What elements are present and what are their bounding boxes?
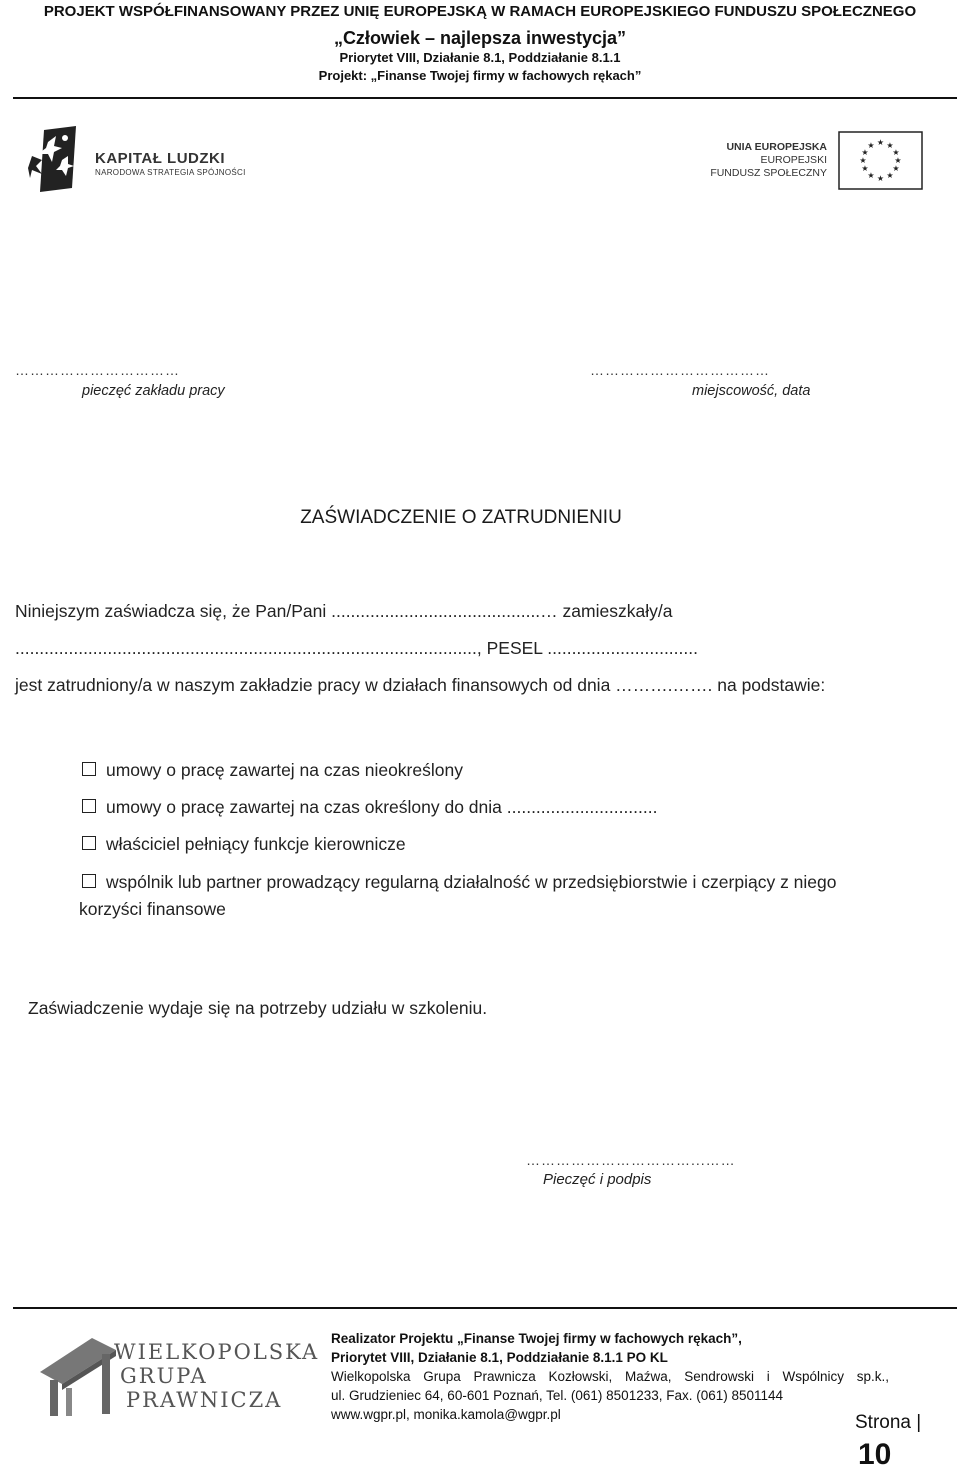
body-line-1: Niniejszym zaświadcza się, że Pan/Pani ...........................................… zamieszkały/a [15, 601, 673, 621]
svg-text:★: ★ [892, 148, 900, 157]
option-partner [82, 872, 837, 893]
wielkopolska-grupa-prawnicza-logo [36, 1332, 320, 1422]
stamp-dots: …………………………… [15, 362, 180, 378]
kapital-ludzki-emblem-icon [28, 126, 88, 194]
option-partner-label: wspólnik lub partner prowadzący regularną działalność w przedsiębiorstwie i czerpiący z niego [106, 872, 837, 892]
option-owner-label: właściciel pełniący funkcje kierownicze [106, 834, 406, 854]
checkbox-owner[interactable] [82, 836, 96, 850]
footer-realizator: Realizator Projektu „Finanse Twojej firmy w fachowych rękach”, [331, 1331, 742, 1346]
eu-line-2: EUROPEJSKI [760, 154, 827, 166]
option-indefinite-label: umowy o pracę zawartej na czas nieokreślony [106, 760, 463, 780]
header-slogan: „Człowiek – najlepsza inwestycja” [333, 28, 627, 48]
svg-text:★: ★ [859, 156, 867, 165]
header-priority: Priorytet VIII, Działanie 8.1, Poddziałanie 8.1.1 [339, 50, 621, 65]
page-label: Strona | [855, 1412, 922, 1433]
kapital-ludzki-title: KAPITAŁ LUDZKI [95, 150, 226, 167]
svg-text:★: ★ [886, 141, 894, 150]
date-dots: ……………………………… [590, 362, 770, 378]
body-line-3: jest zatrudniony/a w naszym zakładzie pracy w działach finansowych od dnia ……….……. na podstawie: [15, 675, 826, 695]
kapital-ludzki-subtitle: NARODOWA STRATEGIA SPÓJNOŚCI [95, 168, 246, 177]
svg-text:★: ★ [867, 171, 875, 180]
body-line-2: ..............................................................................................., PESEL ............................... [15, 638, 698, 658]
eu-flag-icon [838, 131, 923, 190]
signature-dots: ……………………………...…… [526, 1152, 736, 1168]
closing-statement: Zaświadczenie wydaje się na potrzeby udziału w szkoleniu. [28, 998, 488, 1018]
option-indefinite [82, 760, 463, 781]
checkbox-fixed-term[interactable] [82, 799, 96, 813]
footer-address: ul. Grudzieniec 64, 60-601 Poznań, Tel. (061) 8501233, Fax. (061) 8501144 [331, 1388, 784, 1403]
header-funding-line: PROJEKT WSPÓŁFINANSOWANY PRZEZ UNIĘ EUROPEJSKĄ W RAMACH EUROPEJSKIEGO FUNDUSZU SPOŁECZNEGO [43, 3, 917, 20]
eu-logo-text [710, 141, 827, 180]
wgp-table-emblem-icon [36, 1336, 120, 1420]
svg-text:★: ★ [861, 164, 869, 173]
page-number: 10 [858, 1438, 892, 1471]
option-fixed-term-label: umowy o pracę zawartej na czas określony do dnia ............................... [106, 797, 658, 817]
footer-firm: Wielkopolska Grupa Prawnicza Kozłowski, Maźwa, Sendrowski i Wspólnicy sp.k., [331, 1369, 889, 1384]
svg-text:★: ★ [892, 164, 900, 173]
svg-text:★: ★ [876, 138, 885, 147]
option-partner-continuation: korzyści finansowe [79, 899, 226, 919]
option-owner [82, 834, 406, 855]
document-title: ZAŚWIADCZENIE O ZATRUDNIENIU [300, 507, 622, 528]
header-divider [13, 97, 957, 99]
wgp-logo-line-3: PRAWNICZA [126, 1388, 283, 1412]
stamp-label: pieczęć zakładu pracy [82, 383, 225, 399]
svg-text:★: ★ [886, 171, 894, 180]
svg-text:★: ★ [894, 156, 902, 165]
eu-line-3: FUNDUSZ SPOŁECZNY [710, 167, 827, 179]
eu-line-1: UNIA EUROPEJSKA [726, 141, 827, 153]
footer-divider [13, 1307, 957, 1309]
option-fixed-term [82, 797, 657, 818]
svg-text:★: ★ [861, 148, 869, 157]
signature-label: Pieczęć i podpis [543, 1171, 652, 1188]
footer-priority: Priorytet VIII, Działanie 8.1, Poddziałanie 8.1.1 PO KL [331, 1350, 668, 1365]
wgp-logo-line-2: GRUPA [120, 1364, 208, 1388]
date-label: miejscowość, data [692, 383, 811, 399]
checkbox-partner[interactable] [82, 874, 96, 888]
footer-web-text[interactable]: www.wgpr.pl, monika.kamola@wgpr.pl [331, 1407, 561, 1422]
svg-text:★: ★ [876, 174, 885, 183]
wgp-logo-line-1: WIELKOPOLSKA [114, 1340, 320, 1364]
checkbox-indefinite[interactable] [82, 762, 96, 776]
header-project: Projekt: „Finanse Twojej firmy w fachowych rękach” [318, 68, 642, 83]
svg-text:★: ★ [867, 141, 875, 150]
footer-web [331, 1407, 561, 1422]
